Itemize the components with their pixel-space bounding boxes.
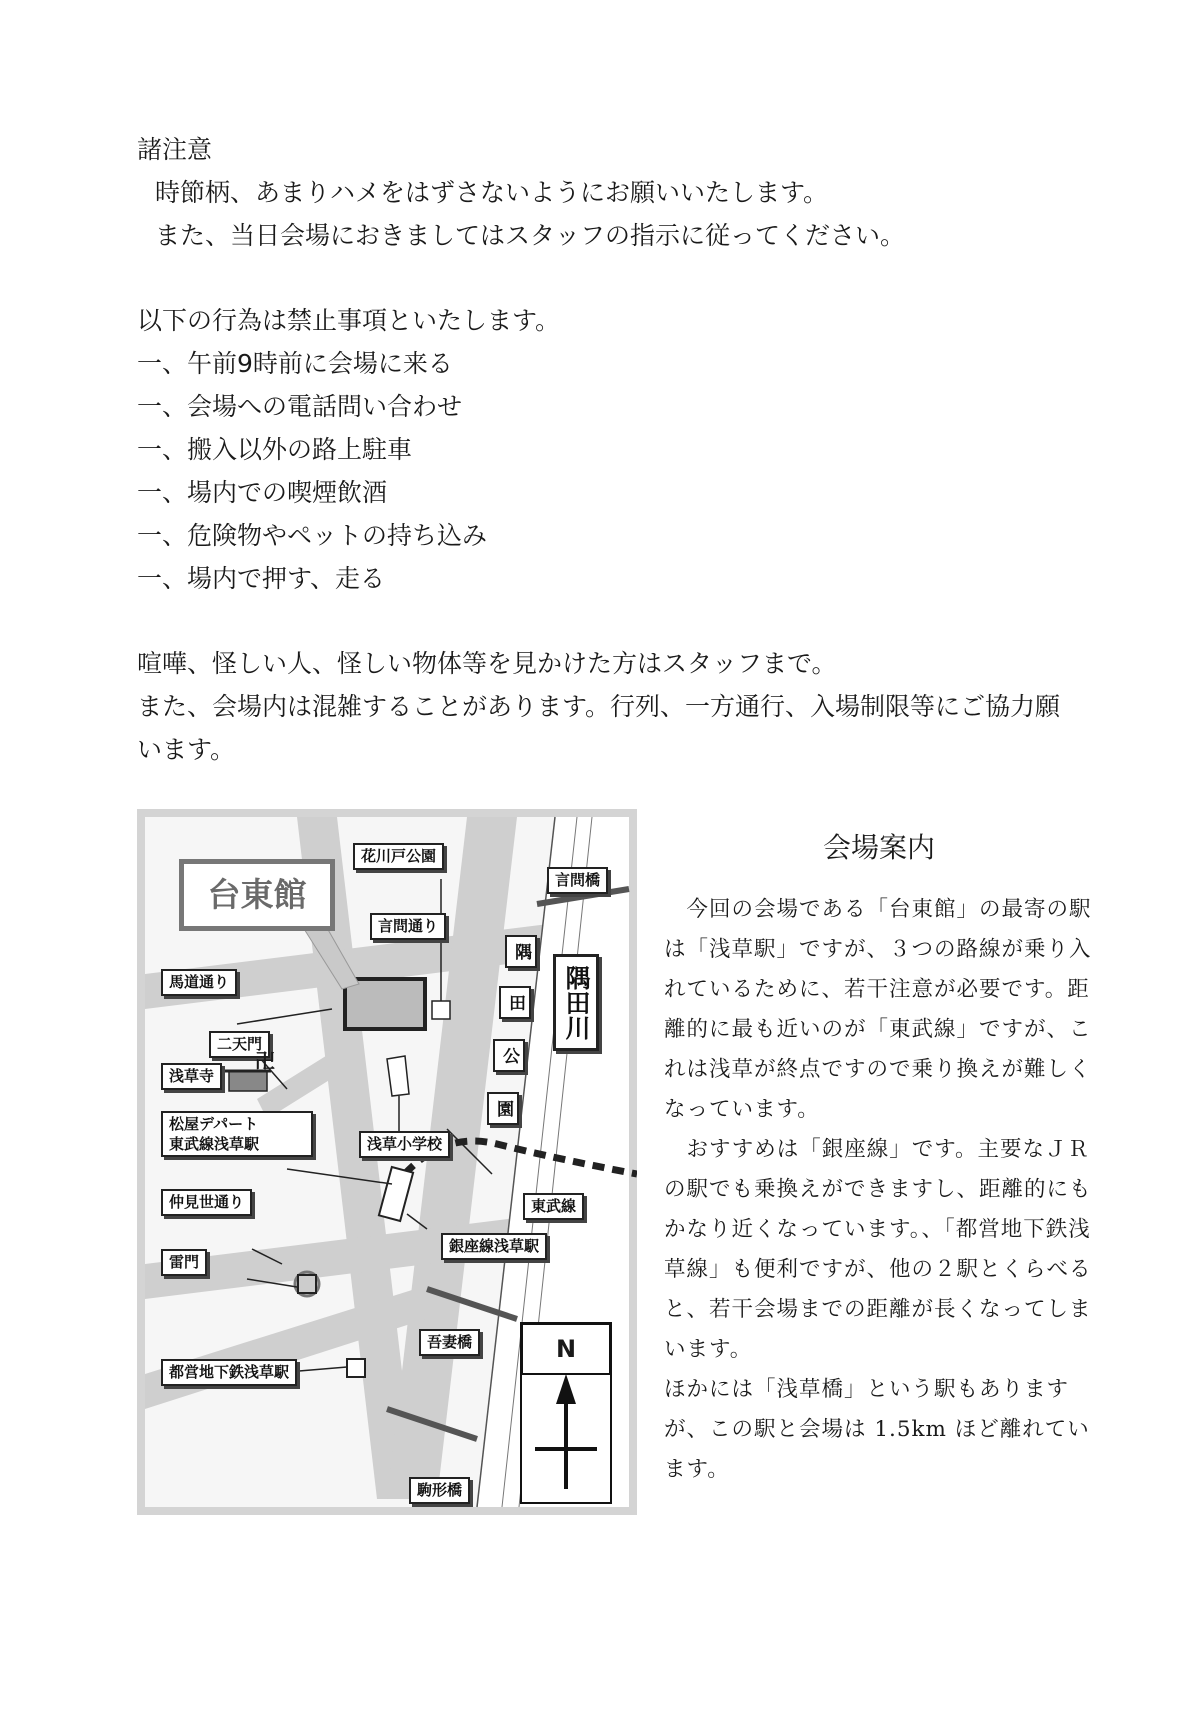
north-indicator: N bbox=[521, 1323, 611, 1375]
guide-paragraph: おすすめは「銀座線」です。主要なＪＲの駅でも乗換えができますし、距離的にもかなり近くなっています。、「都営地下鉄浅草線」も便利ですが、他の２駅とくらべると、若干会場までの距離が長くなってしまいます。 bbox=[664, 1137, 1092, 1362]
intro-line: また、当日会場におきましてはスタッフの指示に従ってください。 bbox=[155, 221, 906, 250]
intro-line: 時節柄、あまりハメをはずさないようにお願いいたします。 bbox=[155, 178, 829, 207]
label-kototoi-street: 言問通り bbox=[370, 913, 446, 940]
label-sumida-park: 田 bbox=[499, 986, 531, 1019]
label-sumida-park: 公 bbox=[493, 1039, 525, 1072]
label-nakamise: 仲見世通り bbox=[161, 1189, 252, 1216]
guide-paragraph: 今回の会場である「台東館」の最寄の駅は「浅草駅」ですが、３つの路線が乗り入れているために、若干注意が必要です。距離的に最も近いのが「東武線」ですが、これは浅草が終点ですので乗り換えが難しくなっています。 bbox=[664, 897, 1092, 1122]
label-azumabashi: 吾妻橋 bbox=[419, 1329, 480, 1356]
venue-map bbox=[137, 809, 637, 1515]
park-marker bbox=[432, 1001, 450, 1019]
temple-building bbox=[229, 1071, 267, 1091]
label-sensoji: 浅草寺 bbox=[161, 1063, 222, 1090]
label-sumida-river: 隅田川 bbox=[553, 954, 599, 1051]
prohibited-item: 一、会場への電話問い合わせ bbox=[137, 392, 463, 421]
guide-paragraph: ほかには「浅草橋」という駅もありますが、この駅と会場は 1.5km ほど離れています。 bbox=[664, 1377, 1090, 1482]
closing-line: 喧嘩、怪しい人、怪しい物体等を見かけた方はスタッフまで。 bbox=[137, 649, 837, 678]
label-hanakawado: 花川戸公園 bbox=[353, 843, 444, 870]
prohibited-item: 一、搬入以外の路上駐車 bbox=[137, 435, 413, 464]
closing-line: また、会場内は混雑することがあります。行列、一方通行、入場制限等にご協力願います。 bbox=[137, 692, 1061, 764]
prohibited-item: 一、午前9時前に会場に来る bbox=[137, 349, 453, 378]
prohibited-item: 一、危険物やペットの持ち込み bbox=[137, 521, 488, 550]
label-kototoi-bridge: 言問橋 bbox=[547, 867, 608, 894]
toei-station-marker bbox=[347, 1359, 365, 1377]
prohibited-heading: 以下の行為は禁止事項といたします。 bbox=[137, 306, 561, 335]
label-kaminarimon: 雷門 bbox=[161, 1249, 207, 1276]
notes-heading: 諸注意 bbox=[137, 135, 213, 164]
prohibited-item: 一、場内で押す、走る bbox=[137, 564, 386, 593]
label-sumida-park: 隅 bbox=[505, 935, 537, 968]
label-ginza-station: 銀座線浅草駅 bbox=[441, 1233, 547, 1260]
notes-section bbox=[137, 128, 1097, 771]
label-elementary-school: 浅草小学校 bbox=[359, 1131, 450, 1158]
guide-title: 会場案内 bbox=[822, 831, 935, 864]
label-umamichi: 馬道通り bbox=[161, 969, 237, 996]
label-tobu-line: 東武線 bbox=[523, 1193, 584, 1220]
label-nitenmon: 二天門 bbox=[209, 1031, 270, 1058]
prohibited-item: 一、場内での喫煙飲酒 bbox=[137, 478, 388, 507]
label-toei-station: 都営地下鉄浅草駅 bbox=[161, 1359, 297, 1386]
temple-icon: 卍 bbox=[255, 1049, 275, 1073]
venue-title: 台東館 bbox=[179, 859, 335, 931]
label-komagata: 駒形橋 bbox=[409, 1477, 470, 1504]
venue-building bbox=[345, 979, 425, 1029]
venue-guide bbox=[664, 830, 1094, 1490]
label-matsuya: 松屋デパート 東武線浅草駅 bbox=[161, 1111, 313, 1157]
label-sumida-park: 園 bbox=[487, 1092, 519, 1125]
